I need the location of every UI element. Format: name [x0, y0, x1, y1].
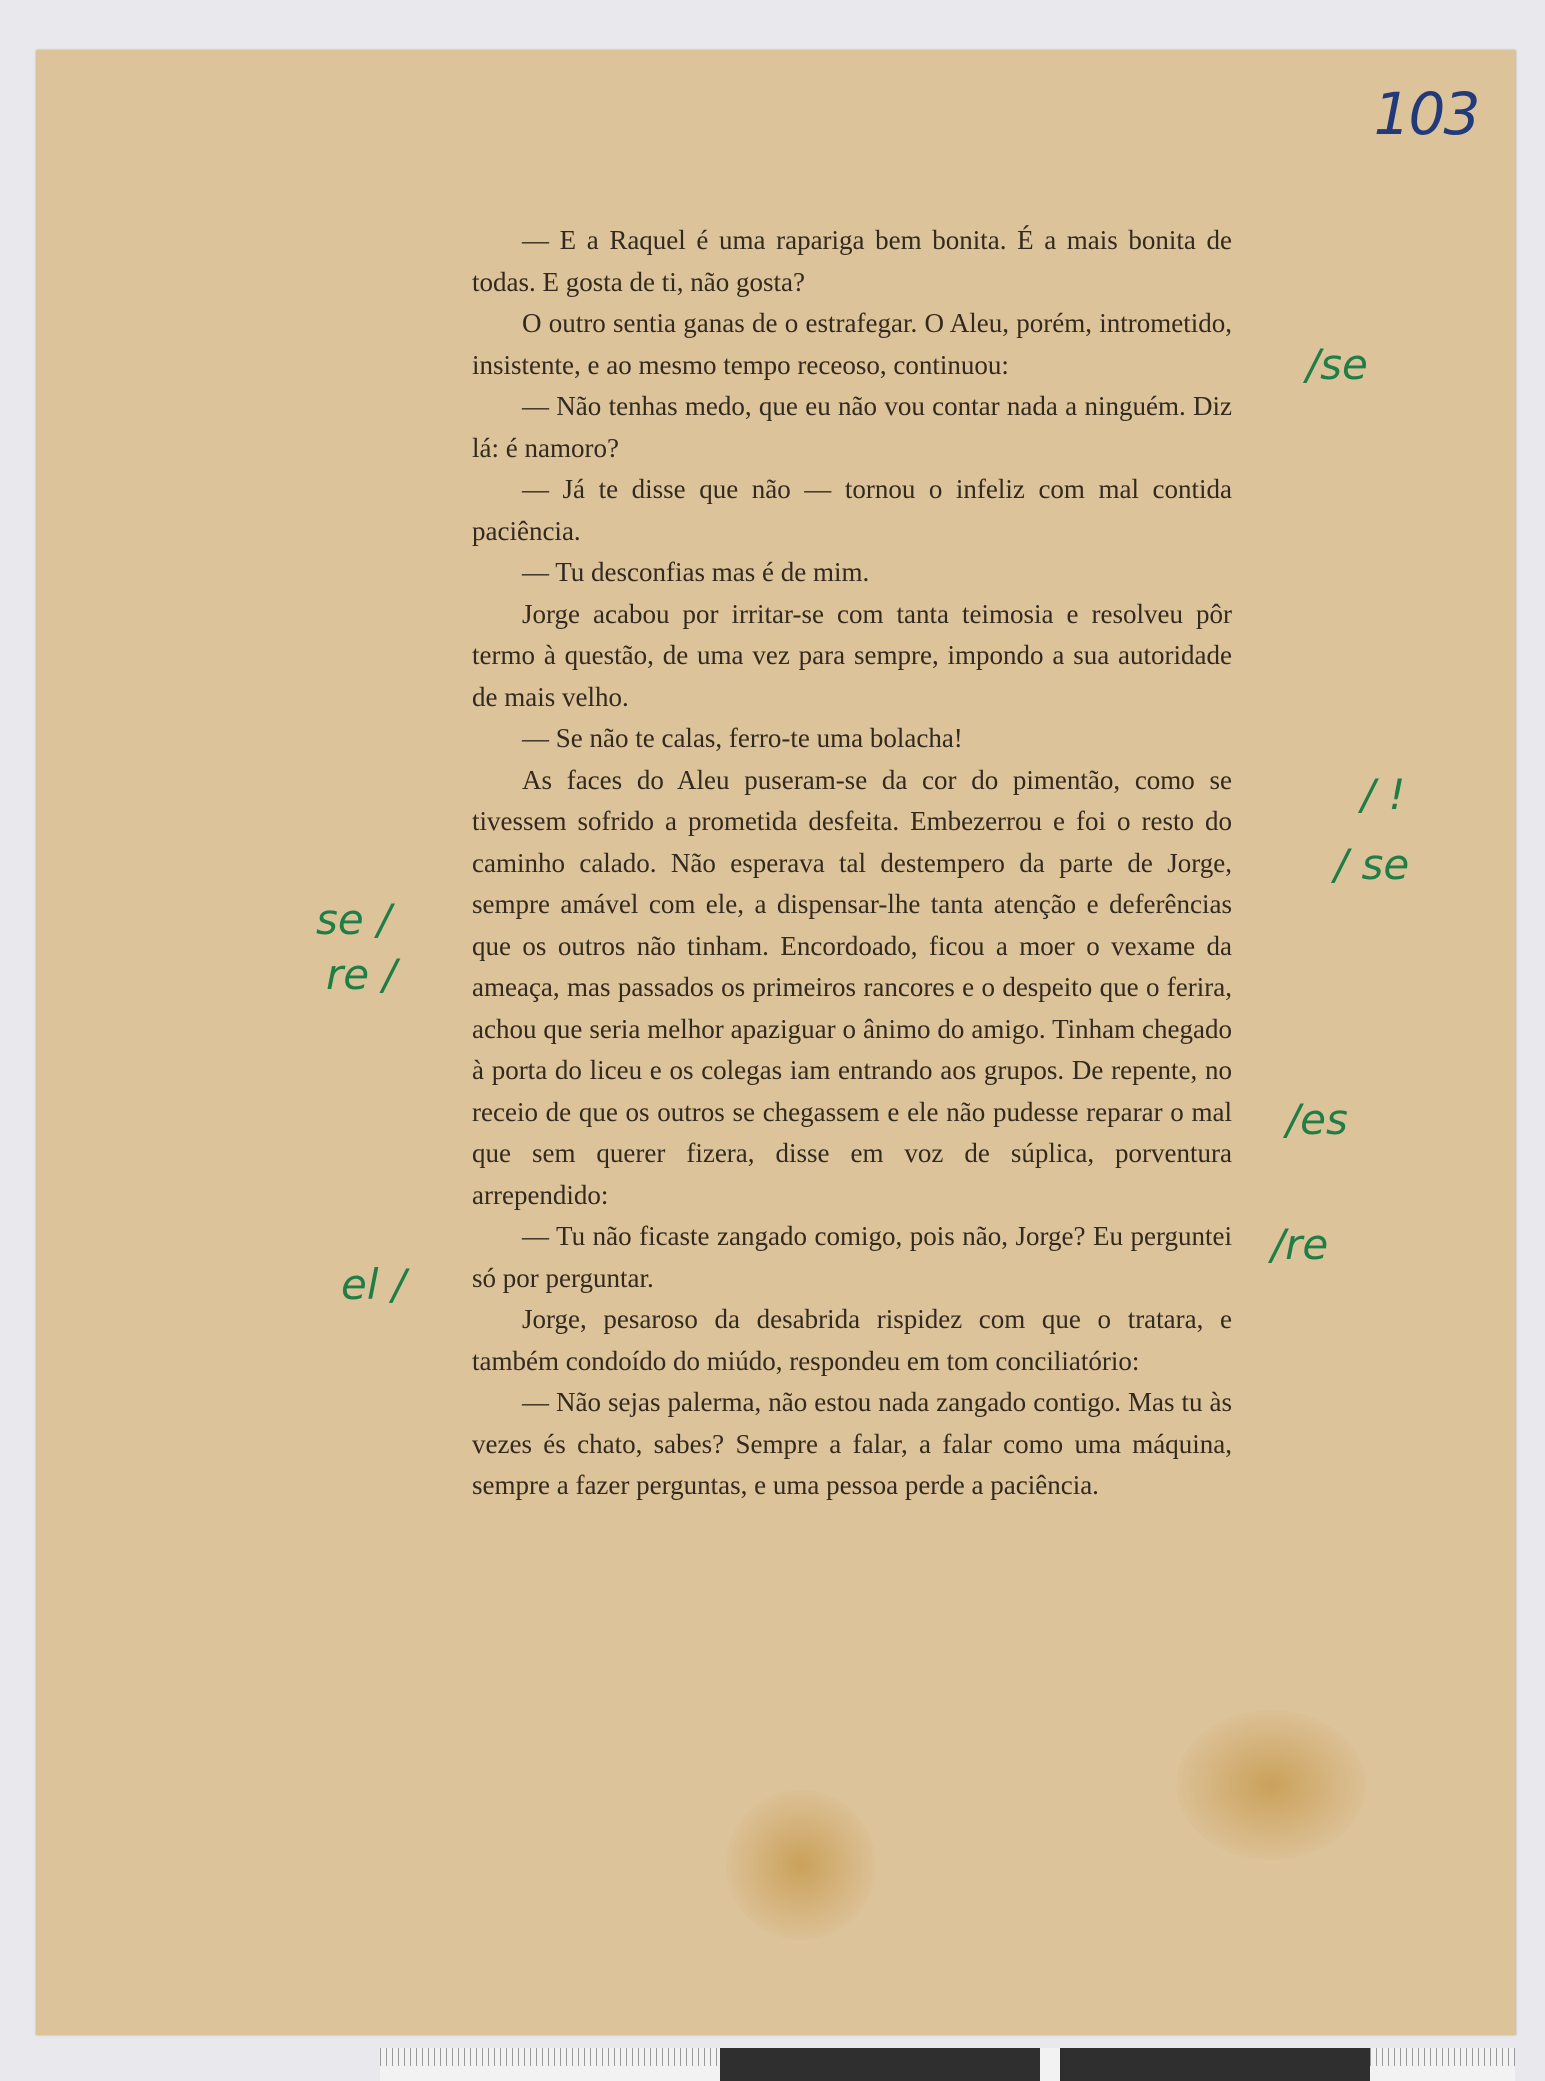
margin-correction-right: /se: [1306, 340, 1368, 389]
ruler-ticks: [380, 2048, 720, 2066]
body-text: [472, 220, 1232, 1507]
scale-ruler: [380, 2048, 1515, 2081]
margin-correction-right: /es: [1286, 1095, 1348, 1144]
margin-correction-left: se /: [316, 895, 392, 944]
paragraph: O outro sentia ganas de o estrafegar. O Aleu, porém, intrometido, insistente, e ao mesmo tempo receoso, continuou:: [472, 308, 1232, 380]
paragraph: — Se não te calas, ferro-te uma bolacha!: [522, 723, 963, 753]
page-number: 103: [1373, 80, 1479, 148]
paragraph: Jorge, pesaroso da desabrida rispidez com que o tratara, e também condoído do miúdo, respondeu em tom conciliatório:: [472, 1304, 1232, 1376]
paragraph: As faces do Aleu puseram-se da cor do pimentão, como se tivessem sofrido a prometida desfeita. Embezerrou e foi o resto do caminho calado. Não esperava tal destempero da parte de Jorge, sempre amável com ele, a dispensar-lhe tanta atenção e deferências que os outros não tinham. Encordoado, ficou a moer o vexame da ameaça, mas passados os primeiros rancores e o despeito que o ferira, achou que seria melhor apaziguar o ânimo do amigo. Tinham chegado à porta do liceu e os colegas iam entrando aos grupos. De repente, no receio de que os outros se chegassem e ele não pudesse reparar o mal que sem querer fizera, disse em voz de súplica, porventura arrependido:: [472, 764, 1232, 1210]
paragraph: — Tu não ficaste zangado comigo, pois não, Jorge? Eu perguntei só por perguntar.: [472, 1221, 1232, 1293]
document-page: [36, 50, 1516, 2035]
margin-correction-right: / !: [1361, 770, 1406, 819]
paragraph: Jorge acabou por irritar-se com tanta teimosia e resolveu pôr termo à questão, de uma vez para sempre, impondo a sua autoridade de mais velho.: [472, 598, 1232, 712]
paragraph: — Já te disse que não — tornou o infeliz com mal contida paciência.: [472, 474, 1232, 546]
paper-stain: [726, 1790, 876, 1940]
margin-correction-left: re /: [326, 950, 397, 999]
ruler-ticks: [1370, 2048, 1515, 2066]
paragraph: — Não sejas palerma, não estou nada zangado contigo. Mas tu às vezes és chato, sabes? Sempre a falar, a falar como uma máquina, sempre a fazer perguntas, e uma pessoa perde a paciência.: [472, 1387, 1232, 1500]
color-bar-gap: [1040, 2048, 1060, 2081]
paragraph: — E a Raquel é uma rapariga bem bonita. É a mais bonita de todas. E gosta de ti, não gosta?: [472, 225, 1232, 297]
margin-correction-right: /re: [1271, 1220, 1329, 1269]
margin-correction-left: el /: [341, 1260, 407, 1309]
paragraph: — Tu desconfias mas é de mim.: [522, 557, 870, 587]
paper-stain: [1176, 1710, 1366, 1860]
margin-correction-right: / se: [1334, 840, 1410, 889]
paragraph: — Não tenhas medo, que eu não vou contar nada a ninguém. Diz lá: é namoro?: [472, 391, 1232, 463]
